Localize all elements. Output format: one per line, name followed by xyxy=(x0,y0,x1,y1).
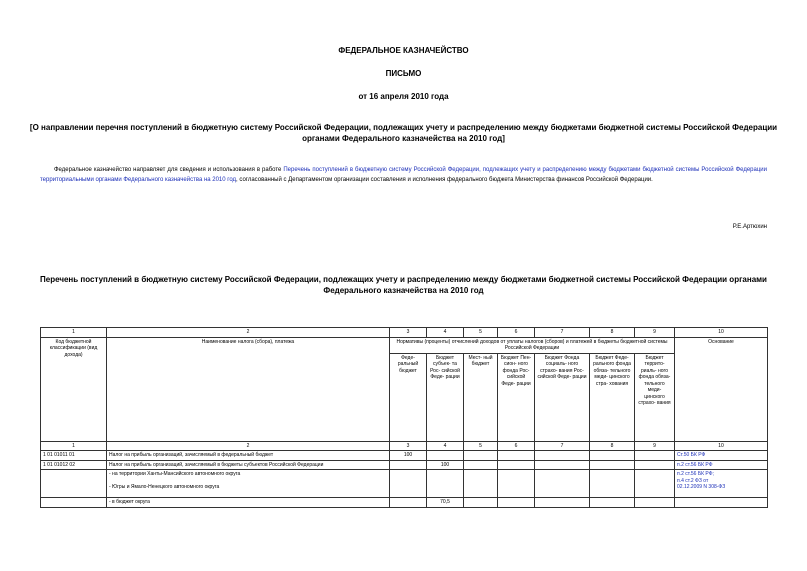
table-row xyxy=(41,451,768,461)
row-value xyxy=(635,470,675,498)
row-value: 70,5 xyxy=(427,498,464,508)
col-number: 1 xyxy=(41,328,107,338)
header-code: Код бюджетной классификации (вид дохода) xyxy=(41,337,107,441)
col-number: 10 xyxy=(675,441,768,451)
row-value xyxy=(535,460,590,470)
row-value xyxy=(635,498,675,508)
col-number: 7 xyxy=(535,328,590,338)
subheader-ffoms: Бюджет Феде- рального фонда обяза- тельного меди- цинского стра- хования xyxy=(590,353,635,441)
list-link[interactable]: Перечень поступлений в бюджетную систему Российской Федерации, подлежащих учету и распределению между бюджетами бюджетной системы Российской Федерации территориальными органами Федерального казначейства на 2010 год xyxy=(40,167,767,183)
row-code: 1 01 01012 02 xyxy=(41,460,107,470)
col-number: 4 xyxy=(427,328,464,338)
doc-subject: [О направлении перечня поступлений в бюджетную систему Российской Федерации, подлежащих учету и распределению между бюджетами бюджетной системы Российской Федерации органами Федерального казначейства на 2010 год] xyxy=(29,123,778,143)
body-paragraph xyxy=(40,165,767,185)
table-number-row xyxy=(41,441,768,451)
table-header-row xyxy=(41,337,768,353)
row-value xyxy=(498,498,535,508)
subheader-pension: Бюджет Пен- сион- ного фонда Рос- сийской Феде- рации xyxy=(498,353,535,441)
row-code xyxy=(41,498,107,508)
row-value: 100 xyxy=(427,460,464,470)
list-title: Перечень поступлений в бюджетную систему Российской Федерации, подлежащих учету и распределению между бюджетами бюджетной системы Российской Федерации органами Федерального казначейства на 2010 год xyxy=(40,275,767,295)
col-number: 2 xyxy=(107,328,390,338)
row-value xyxy=(535,470,590,498)
basis-line-2[interactable]: п.4 ст.2 ФЗ от xyxy=(677,477,709,484)
col-number: 1 xyxy=(41,441,107,451)
row-value xyxy=(590,470,635,498)
sub-name-2: - Югры и Ямало-Ненецкого автономного округа xyxy=(109,483,220,490)
subheader-local: Мест- ный бюджет xyxy=(464,353,498,441)
col-number: 9 xyxy=(635,441,675,451)
col-number: 7 xyxy=(535,441,590,451)
row-value xyxy=(635,451,675,461)
row-value xyxy=(390,498,427,508)
table-number-row xyxy=(41,328,768,338)
col-number: 8 xyxy=(590,328,635,338)
table-row xyxy=(41,470,768,498)
doc-type: ПИСЬМО xyxy=(385,69,422,78)
row-name: Налог на прибыль организаций, зачисляемый в бюджеты субъектов Российской Федерации xyxy=(107,460,390,470)
basis-line-1[interactable]: п.2 ст.56 БК РФ; xyxy=(677,471,714,477)
header-name: Наименование налога (сбора), платежа xyxy=(107,337,390,441)
col-number: 8 xyxy=(590,441,635,451)
subheader-subject: Бюджет субъек- та Рос- сийской Феде- рации xyxy=(427,353,464,441)
col-number: 3 xyxy=(390,328,427,338)
row-value xyxy=(498,460,535,470)
signature: Р.Е.Артюхин xyxy=(732,224,767,230)
row-value xyxy=(535,451,590,461)
header-norms: Нормативы (проценты) отчислений доходов от уплаты налогов (сборов) и платежей в бюджеты бюджетной системы Российской Федерации xyxy=(390,337,675,353)
body-text-after: , согласованный с Департаментом организации составления и исполнения федерального бюджета Министерства финансов Российской Федерации. xyxy=(236,177,653,183)
col-number: 3 xyxy=(390,441,427,451)
row-value xyxy=(498,451,535,461)
row-value xyxy=(390,460,427,470)
subheader-social: Бюджет Фонда социаль- ного страхо- вания Рос- сийской Феде- рации xyxy=(535,353,590,441)
row-value xyxy=(590,451,635,461)
col-number: 4 xyxy=(427,441,464,451)
col-number: 2 xyxy=(107,441,390,451)
doc-date: от 16 апреля 2010 года xyxy=(358,92,449,101)
row-basis-link[interactable] xyxy=(675,470,768,498)
row-code xyxy=(41,470,107,498)
col-number: 5 xyxy=(464,328,498,338)
row-value xyxy=(535,498,590,508)
row-value xyxy=(427,451,464,461)
row-basis-link[interactable]: п.2 ст.56 БК РФ xyxy=(675,460,768,470)
row-value xyxy=(590,498,635,508)
col-number: 6 xyxy=(498,328,535,338)
row-value: 100 xyxy=(390,451,427,461)
row-code: 1 01 01011 01 xyxy=(41,451,107,461)
revenue-table xyxy=(40,327,768,508)
row-value xyxy=(464,498,498,508)
row-basis xyxy=(675,498,768,508)
row-value xyxy=(590,460,635,470)
header-basis: Основание xyxy=(675,337,768,441)
row-name: - в бюджет округа xyxy=(107,498,390,508)
org-name: ФЕДЕРАЛЬНОЕ КАЗНАЧЕЙСТВО xyxy=(338,46,469,55)
basis-line-3[interactable]: 02.12.2009 N 308-ФЗ xyxy=(677,484,726,490)
row-value xyxy=(427,470,464,498)
row-value xyxy=(464,470,498,498)
body-text-before: Федеральное казначейство направляет для сведения и использования в работе xyxy=(54,167,284,173)
table-row xyxy=(41,498,768,508)
col-number: 5 xyxy=(464,441,498,451)
row-value xyxy=(390,470,427,498)
row-value xyxy=(464,460,498,470)
sub-name-1: - на территории Ханты-Мансийского автономного округа xyxy=(109,471,241,477)
row-name: Налог на прибыль организаций, зачисляемый в федеральный бюджет xyxy=(107,451,390,461)
col-number: 6 xyxy=(498,441,535,451)
col-number: 10 xyxy=(675,328,768,338)
row-value xyxy=(498,470,535,498)
row-name-khmao xyxy=(107,470,390,498)
row-basis-link[interactable]: Ст.50 БК РФ xyxy=(675,451,768,461)
subheader-tfoms: Бюджет террито- риаль- ного фонда обяза- тельного меди- цинского страхо- вания xyxy=(635,353,675,441)
row-value xyxy=(464,451,498,461)
col-number: 9 xyxy=(635,328,675,338)
subheader-federal: Феде- ральный бюджет xyxy=(390,353,427,441)
table-row xyxy=(41,460,768,470)
row-value xyxy=(635,460,675,470)
